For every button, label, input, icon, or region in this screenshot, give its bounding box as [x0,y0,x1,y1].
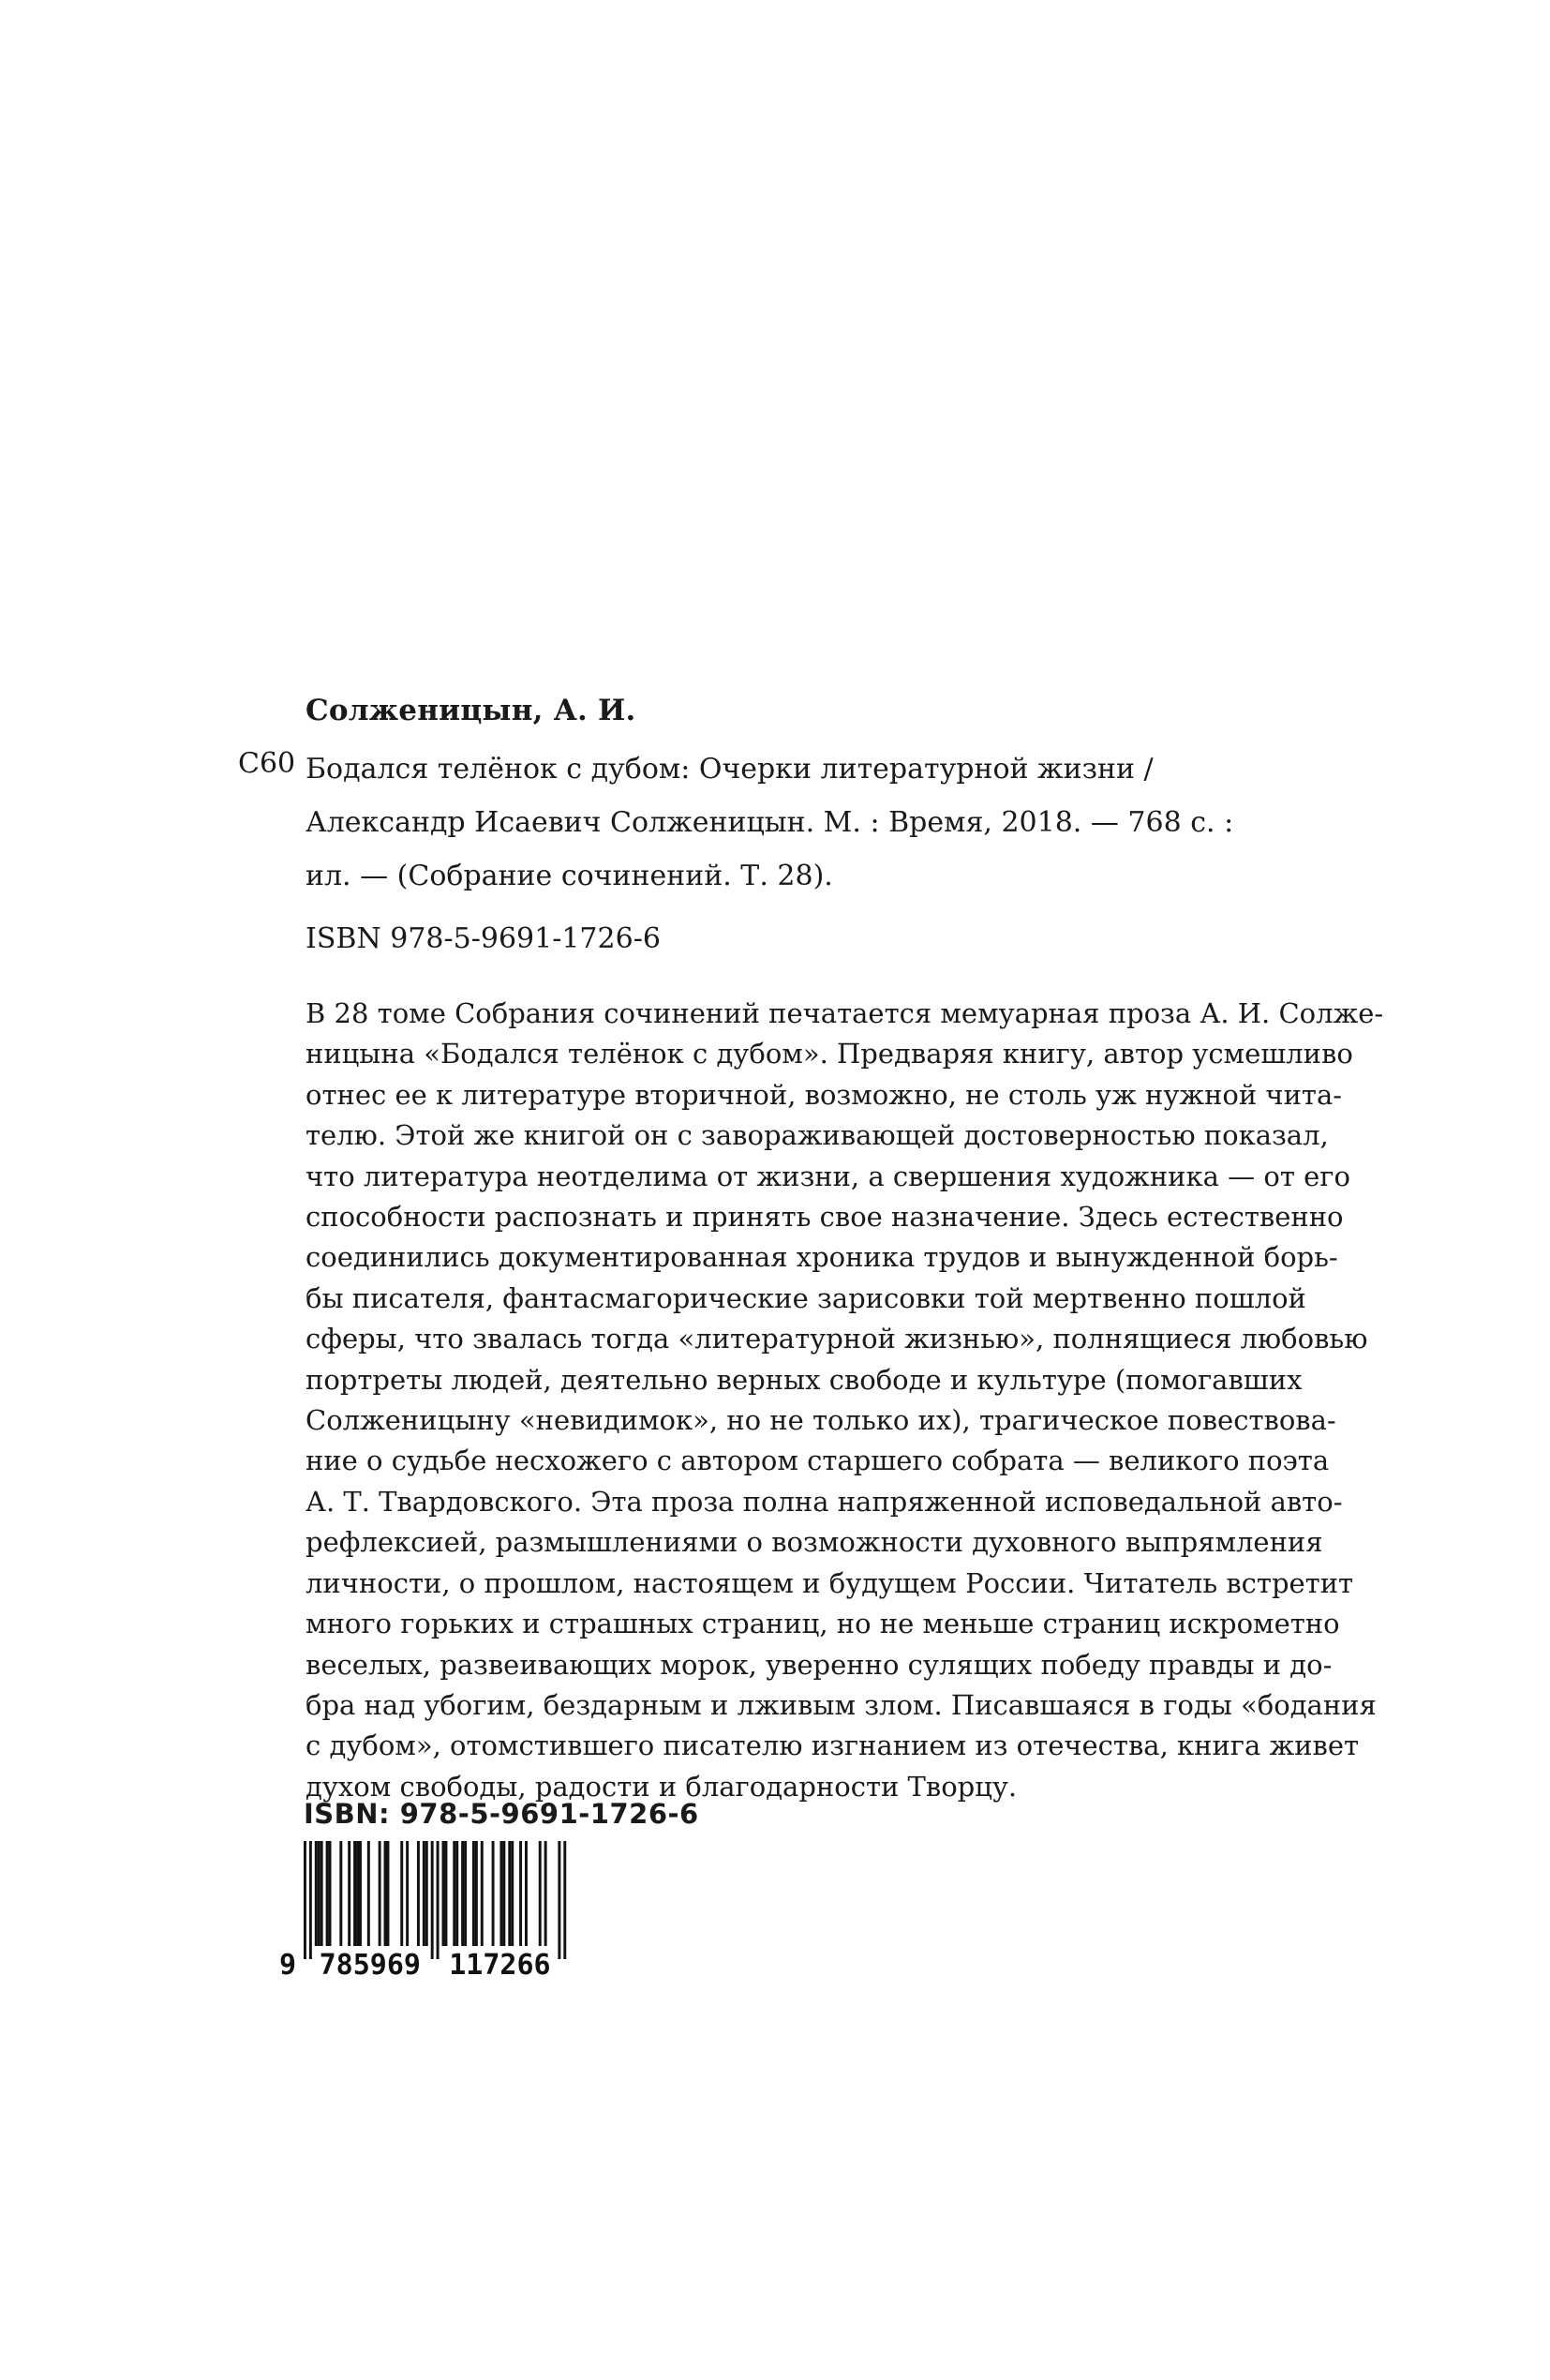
annotation-line: рефлексией, размышлениями о возможности духовного выпрямления [306,1526,1323,1559]
annotation-line: ницына «Бодался телёнок с дубом». Предваряя книгу, автор усмешливо [306,1038,1353,1070]
barcode-bar [502,1841,505,1946]
barcode-bar [519,1841,522,1946]
annotation-line: ние о судьбе несхожего с автором старшего собрата — великого поэта [306,1444,1330,1477]
barcode-bar [339,1841,342,1946]
annotation-line: соединились документированная хроника трудов и вынужденной борь- [306,1241,1338,1274]
annotation-line: Солженицыну «невидимок», но не только их), трагическое повествова- [306,1404,1336,1437]
barcode-bar [348,1841,350,1946]
barcode-guard-bar [558,1841,560,1959]
annotation-line: бра над убогим, бездарным и лживым злом. Писавшаяся в годы «бодания [306,1688,1377,1721]
annotation-line: бы писателя, фантасмагорические зарисовки той мертвенно пошлой [306,1281,1306,1314]
isbn-barcode [272,1798,699,1976]
barcode-bar [367,1841,370,1946]
barcode-bar [455,1841,458,1946]
barcode-bar [499,1841,502,1946]
barcode-bar [387,1841,390,1946]
annotation-paragraph [306,994,1384,1807]
barcode-bar [453,1841,455,1946]
barcode-bar [442,1841,445,1946]
barcode-lead-digit: 9 [278,1949,296,1976]
barcode-guard-bar [309,1841,312,1959]
annotation-line: духом свободы, радости и благодарности Творцу. [306,1770,1018,1803]
barcode-bar [406,1841,409,1946]
barcode-bar [481,1841,484,1946]
annotation-line: с дубом», отомстившего писателю изгнанием из отечества, книга живет [306,1729,1360,1762]
barcode-guard-bar [304,1841,306,1959]
barcode-guard-bar [563,1841,566,1959]
annotation-line: отнес ее к литературе вторичной, возможно, не столь уж нужной чита- [306,1078,1343,1111]
annotation-line: сферы, что звалась тогда «литературной жизнью», полнящиеся любовью [306,1323,1368,1355]
barcode-bar [464,1841,467,1946]
barcode-bar [329,1841,332,1946]
barcode-bar [417,1841,420,1946]
annotation-line: телю. Этой же книгой он с завораживающей достоверностью показал, [306,1119,1329,1152]
barcode-bar [400,1841,403,1946]
barcode-bar [492,1841,495,1946]
annotation-line: портреты людей, деятельно верных свободе и культуре (помогавших [306,1363,1303,1396]
barcode-bar [379,1841,381,1946]
barcode-bar [315,1841,318,1946]
bibliographic-line: Александр Исаевич Солженицын. М. : Время, 2018. — 768 с. : [306,806,1234,839]
bibliographic-record [306,742,1289,903]
barcode-guard-bar [431,1841,434,1959]
barcode-isbn-label: ISBN: 978-5-9691-1726-6 [304,1798,699,1830]
barcode-bar [472,1841,475,1946]
annotation-line: А. Т. Твардовского. Эта проза полна напряженной исповедальной авто- [306,1485,1343,1518]
barcode-left-digits: 785969 [319,1949,421,1976]
barcode-bar [423,1841,425,1946]
barcode-bar [444,1841,447,1946]
barcode-bar [539,1841,542,1946]
barcode-bar [544,1841,547,1946]
isbn-number: ISBN 978-5-9691-1726-6 [306,922,661,955]
annotation-line: В 28 томе Собрания сочинений печатается мемуарная проза А. И. Солже- [306,997,1384,1029]
barcode-bar [326,1841,329,1946]
barcode-bar [508,1841,511,1946]
barcode-bar [318,1841,320,1946]
annotation-line: что литература неотделима от жизни, а свершения художника — от его [306,1160,1350,1192]
barcode-bar [511,1841,514,1946]
barcode-bar [320,1841,323,1946]
barcode-bar [353,1841,356,1946]
barcode-graphic [272,1841,647,1976]
bibliographic-line: ил. — (Собрание сочинений. Т. 28). [306,860,833,892]
barcode-right-digits: 117266 [449,1949,551,1976]
annotation-line: много горьких и страшных страниц, но не меньше страниц искрометно [306,1608,1340,1640]
annotation-line: личности, о прошлом, настоящем и будущем России. Читатель встретит [306,1566,1354,1599]
barcode-bar [356,1841,359,1946]
annotation-line: способности распознать и принять свое назначение. Здесь естественно [306,1201,1344,1234]
barcode-bar [425,1841,428,1946]
barcode-bar [525,1841,528,1946]
bibliographic-line: Бодался телёнок с дубом: Очерки литературной жизни / [306,753,1154,786]
annotation-line: веселых, развеивающих морок, уверенно сулящих победу правды и до- [306,1648,1333,1681]
barcode-bar [384,1841,387,1946]
barcode-guard-bar [437,1841,440,1959]
author-heading: Солженицын, А. И. [306,694,636,727]
barcode-bar [475,1841,478,1946]
barcode-bar [461,1841,464,1946]
library-index-code: С60 [238,747,296,780]
barcode-bar [359,1841,362,1946]
